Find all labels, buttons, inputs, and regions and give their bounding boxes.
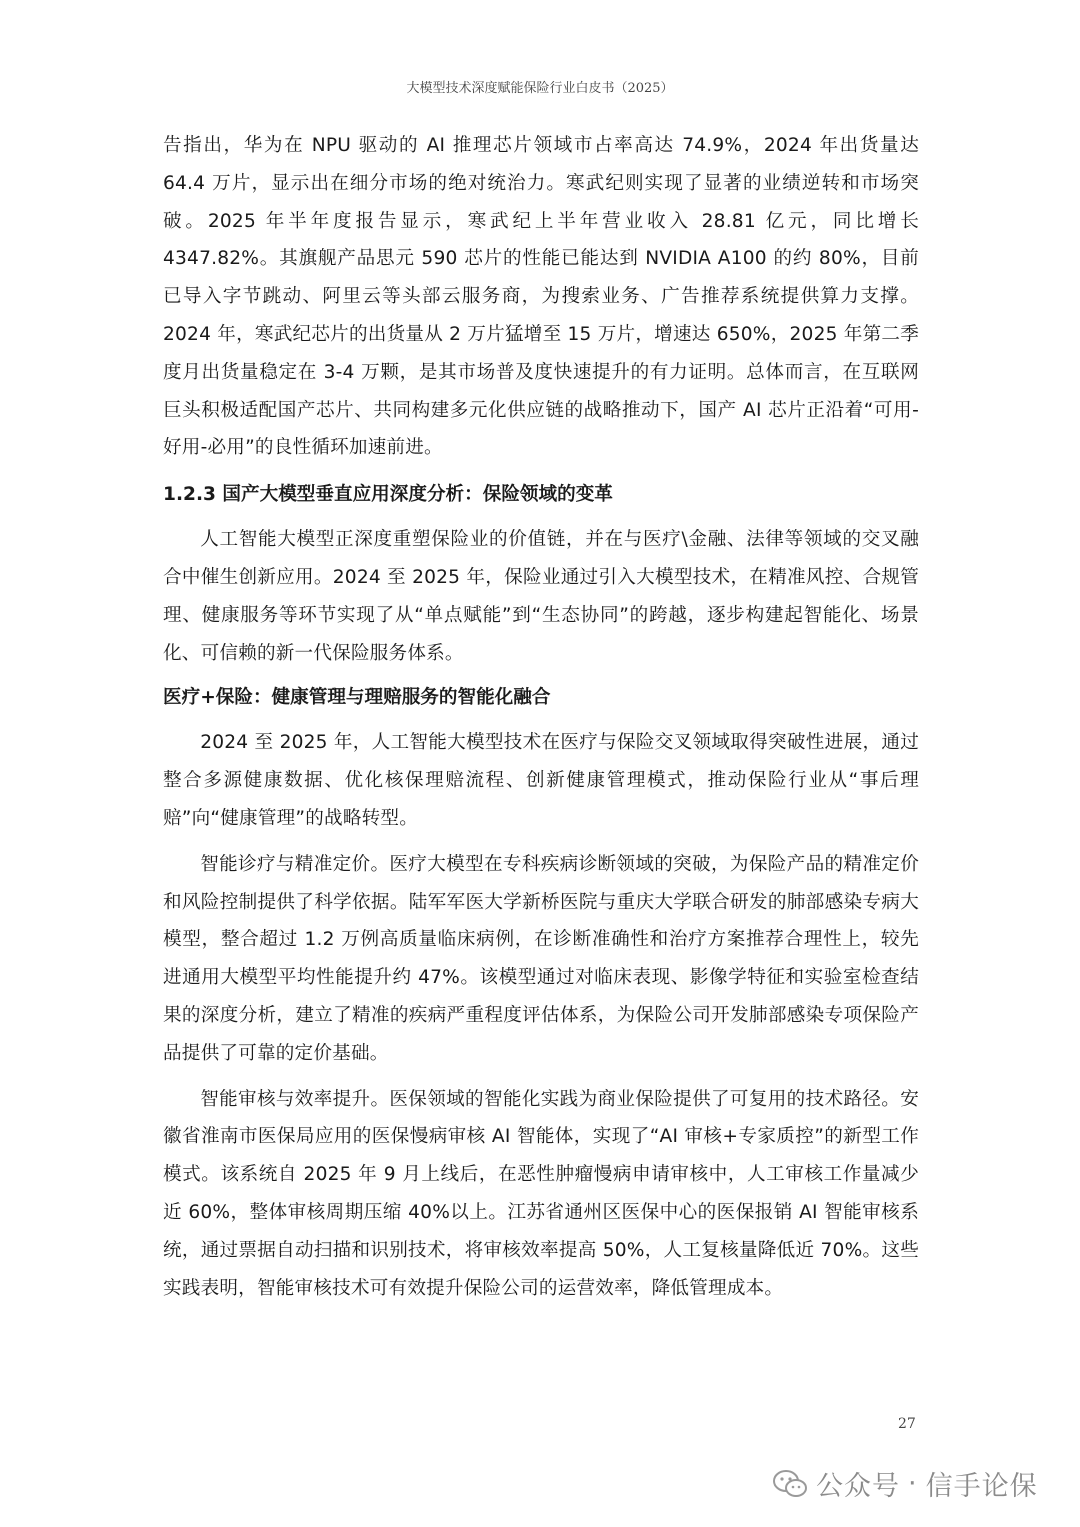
watermark-account: 信手论保 [925, 1471, 1038, 1502]
watermark [772, 1464, 1038, 1503]
running-header: 大模型技术深度赋能保险行业白皮书（2025） [406, 81, 674, 96]
document-body [163, 127, 919, 1315]
paragraph-medical-insurance: 2024 至 2025 年，人工智能大模型技术在医疗与保险交叉领域取得突破性进展，通过整合多源健康数据、优化核保理赔流程、创新健康管理模式，推动保险行业从“事后理赔”向“健康管理”的战略转型。 [163, 732, 919, 829]
page-number: 27 [898, 1416, 916, 1432]
paragraph-diagnosis-pricing: 智能诊疗与精准定价。医疗大模型在专科疾病诊断领域的突破，为保险产品的精准定价和风险控制提供了科学依据。陆军军医大学新桥医院与重庆大学联合研发的肺部感染专病大模型，整合超过 1.2 万例高质量临床病例，在诊断准确性和治疗方案推荐合理性上，较先进通用大模型平均性能提升约 47%。该模型通过对临床表现、影像学特征和实验室检查结果的深度分析，建立了精准的疾病严重程度评估体系，为保险公司开发肺部感染专项保险产品提供了可靠的定价基础。 [163, 853, 919, 1064]
wechat-icon [772, 1469, 808, 1499]
paragraph-chip-market: 告指出，华为在 NPU 驱动的 AI 推理芯片领域市占率高达 74.9%，2024 年出货量达 64.4 万片，显示出在细分市场的绝对统治力。寒武纪则实现了显著的业绩逆转和市场突破。2025 年半年度报告显示，寒武纪上半年营业收入 28.81 亿元，同比增长 4347.82%。其旗舰产品思元 590 芯片的性能已能达到 NVIDIA A100 的约 80%，目前已导入字节跳动、阿里云等头部云服务商，为搜索业务、广告推荐系统提供算力支撑。2024 年，寒武纪芯片的出货量从 2 万片猛增至 15 万片，增速达 650%，2025 年第二季度月出货量稳定在 3-4 万颗，是其市场普及度快速提升的有力证明。总体而言，在互联网巨头积极适配国产芯片、共同构建多元化供应链的战略推动下，国产 AI 芯片正沿着“可用-好用-必用”的良性循环加速前进。 [163, 135, 919, 459]
section-heading: 1.2.3 国产大模型垂直应用深度分析：保险领域的变革 [163, 484, 613, 506]
subsection-heading: 医疗+保险：健康管理与理赔服务的智能化融合 [163, 687, 551, 709]
watermark-label: 公众号 [816, 1471, 900, 1502]
paragraph-insurance-value-chain: 人工智能大模型正深度重塑保险业的价值链，并在与医疗\金融、法律等领域的交叉融合中催生创新应用。2024 至 2025 年，保险业通过引入大模型技术，在精准风控、合规管理、健康服务等环节实现了从“单点赋能”到“生态协同”的跨越，逐步构建起智能化、场景化、可信赖的新一代保险服务体系。 [163, 529, 919, 664]
watermark-separator: · [908, 1468, 918, 1499]
paragraph-review-efficiency: 智能审核与效率提升。医保领域的智能化实践为商业保险提供了可复用的技术路径。安徽省淮南市医保局应用的医保慢病审核 AI 智能体，实现了“AI 审核+专家质控”的新型工作模式。该系统自 2025 年 9 月上线后，在恶性肿瘤慢病申请审核中，人工审核工作量减少近 60%，整体审核周期压缩 40%以上。江苏省通州区医保中心的医保报销 AI 智能审核系统，通过票据自动扫描和识别技术，将审核效率提高 50%，人工复核量降低近 70%。这些实践表明，智能审核技术可有效提升保险公司的运营效率，降低管理成本。 [163, 1088, 919, 1299]
